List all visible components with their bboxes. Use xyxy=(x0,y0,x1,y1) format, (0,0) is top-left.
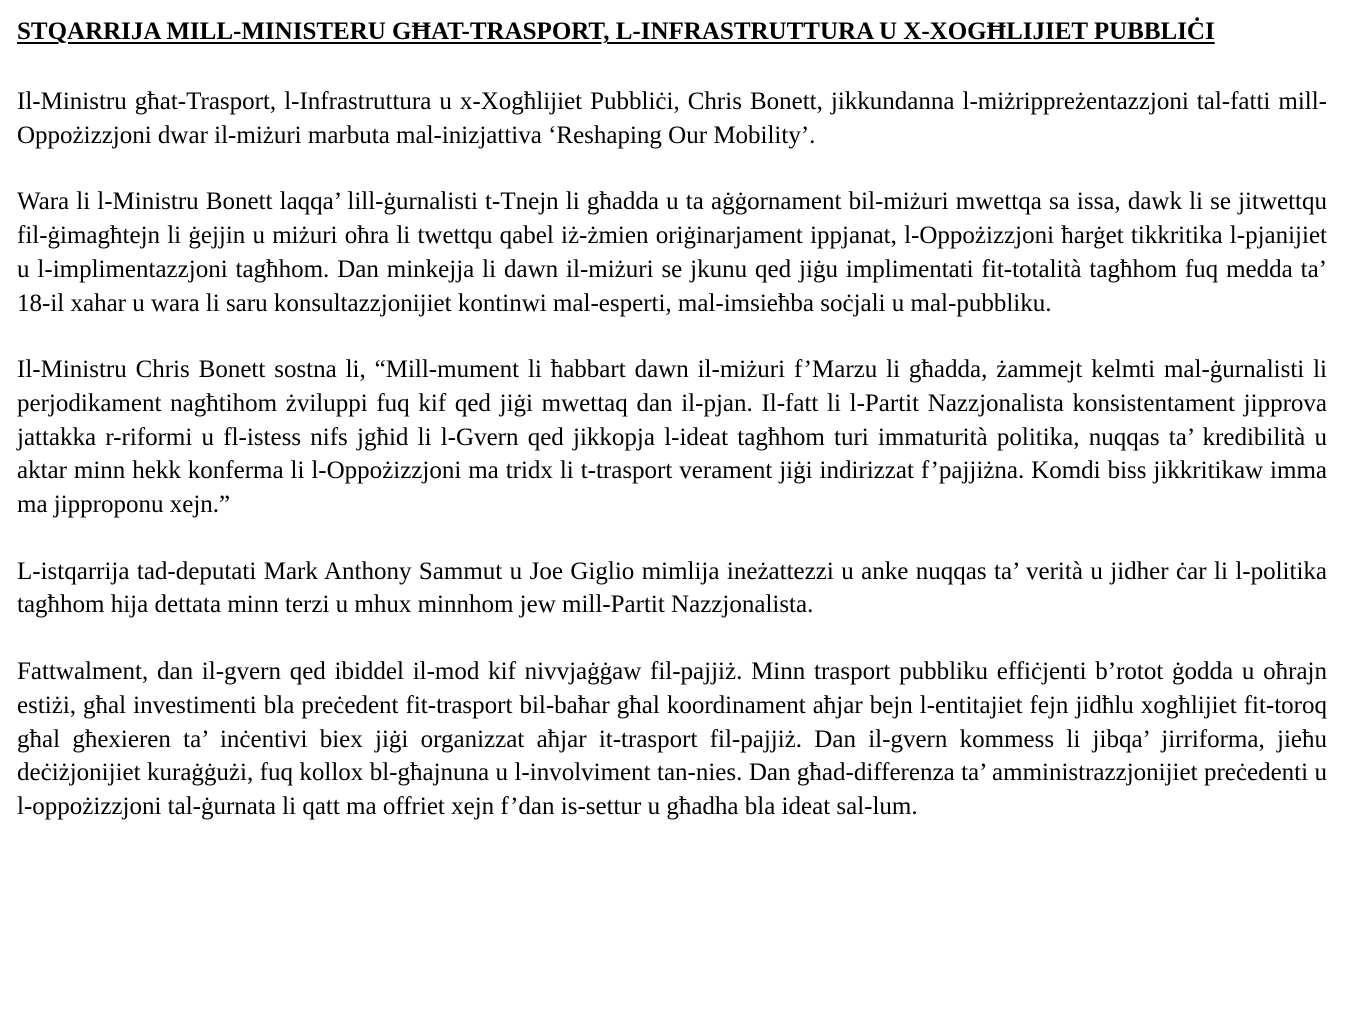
paragraph-minister-quote: Il-Ministru Chris Bonett sostna li, “Mill-mument li ħabbart dawn il-miżuri f’Marzu li għadda, żammejt kelmti mal-ġurnalisti li perjodikament nagħtihom żviluppi fuq kif qed jiġi mwettaq dan il-pjan. Il-fatt li l-Partit Nazzjonalista konsistentament jipprova jattakka r-riformi u fl-istess nifs jgħid li l-Gvern qed jikkopja l-ideat tagħhom turi immaturità politika, nuqqas ta’ kredibilità u aktar minn hekk konferma li l-Oppożizzjoni ma tridx li t-trasport verament jiġi indirizzat f’pajjiżna. Komdi biss jikkritikaw imma ma jipproponu xejn.” xyxy=(17,356,1327,519)
paragraph-intro: Il-Ministru għat-Trasport, l-Infrastruttura u x-Xogħlijiet Pubbliċi, Chris Bonett, jikkundanna l-miżrippreżentazzjoni tal-fatti mill-Oppożizzjoni dwar il-miżuri marbuta mal-inizjattiva ‘Reshaping Our Mobility’. xyxy=(17,88,1327,149)
paragraph-opposition-statement: L-istqarrija tad-deputati Mark Anthony Sammut u Joe Giglio mimlija ineżattezzi u anke nuqqas ta’ verità u jidher ċar li l-politika tagħhom hija dettata minn terzi u mhux minnhom jew mill-Partit Nazzjonalista. xyxy=(17,557,1327,619)
paragraph-context: Wara li l-Ministru Bonett laqqa’ lill-ġurnalisti t-Tnejn li għadda u ta aġġornament bil-miżuri mwettqa sa issa, dawk li se jitwettqu fil-ġimagħtejn li ġejjin u miżuri oħra li twettqu qabel iż-żmien oriġinarjament ippjanat, l-Oppożizzjoni ħarġet tikkritika l-pjanijiet u l-implimentazzjoni tagħhom. Dan minkejja li dawn il-miżuri se jkunu qed jiġu implimentati fit-totalità tagħhom fuq medda ta’ 18-il xahar u wara li saru konsultazzjonijiet kontinwi mal-esperti, mal-imsieħba soċjali u mal-pubbliku. xyxy=(17,188,1327,317)
paragraph-government-reforms: Fattwalment, dan il-gvern qed ibiddel il-mod kif nivvjaġġaw fil-pajjiż. Minn trasport pubbliku effiċjenti b’rotot ġodda u oħrajn estiżi, għal investimenti bla preċedent fit-trasport bil-baħar għal koordinament aħjar bejn l-entitajiet fejn jidħlu xogħlijiet fit-toroq għal għexieren ta’ inċentivi biex jiġi organizzat aħjar it-trasport fil-pajjiż. Dan il-gvern kommess li jibqa’ jirriforma, jieħu deċiżjonijiet kuraġġużi, fuq kollox bl-għajnuna u l-involviment tan-nies. Dan għad-differenza ta’ amministrazzjonijiet preċedenti u l-oppożizzjoni tal-ġurnata li qatt ma offriet xejn f’dan is-settur u għadha bla ideat sal-lum. xyxy=(17,658,1327,820)
press-release-document xyxy=(17,16,1327,824)
press-release-title: STQARRIJA MILL-MINISTERU GĦAT-TRASPORT, L-INFRASTRUTTURA U X-XOGĦLIJIET PUBBLIĊI xyxy=(17,18,1215,45)
